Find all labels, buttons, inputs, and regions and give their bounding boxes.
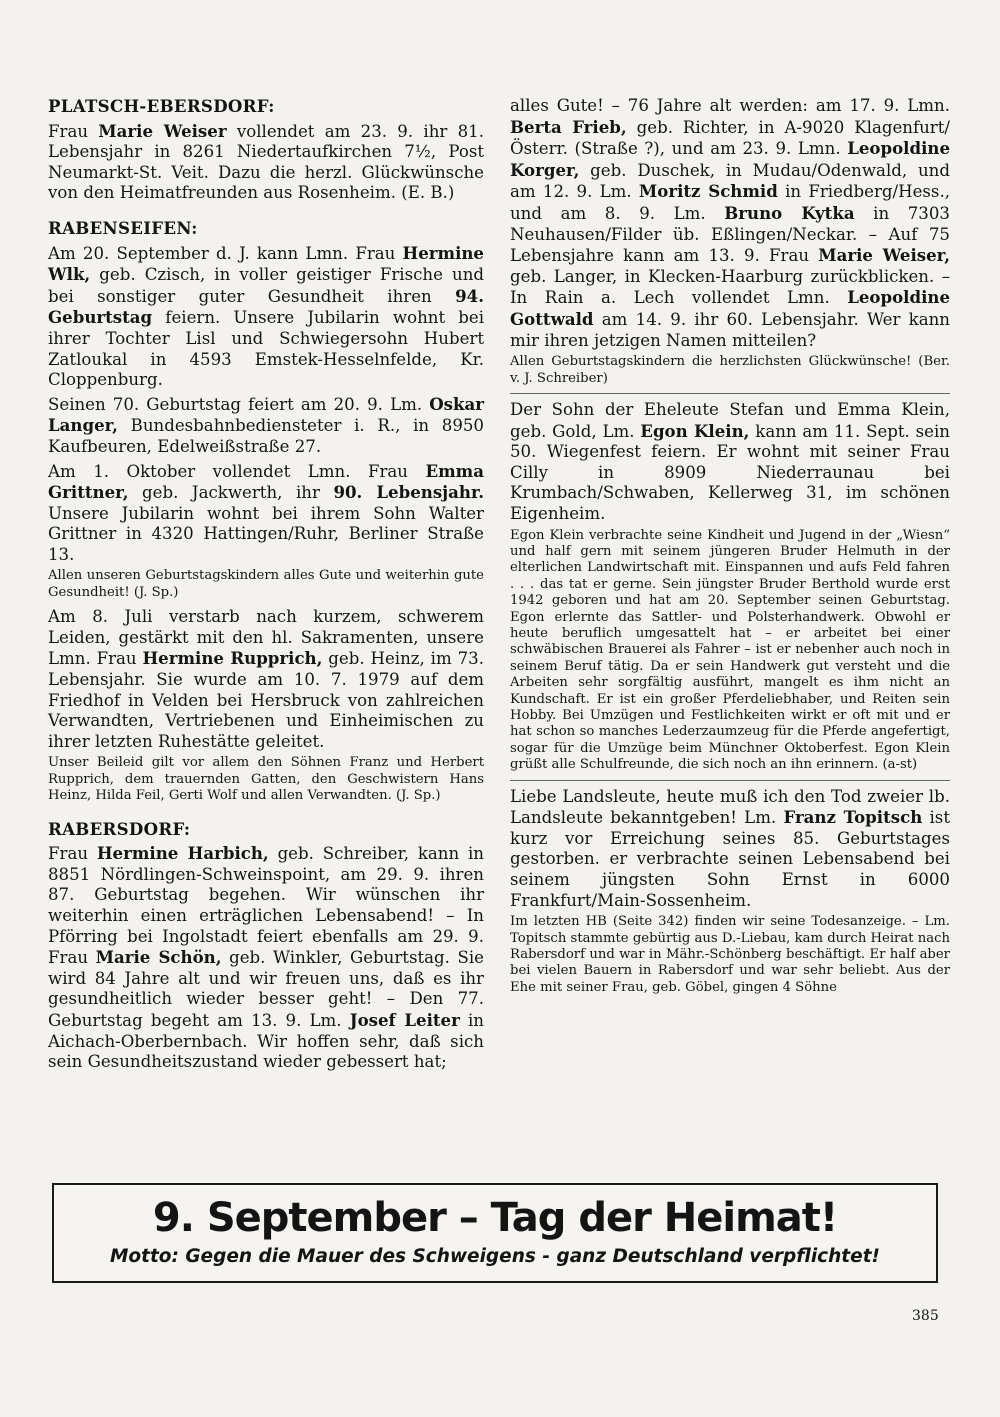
paragraph: alles Gute! – 76 Jahre alt werden: am 17. 9. Lmn. Berta Frieb, geb. Richter, in A-9020 Klagenfurt/Österr. (Straße ?), und am 23. 9. Lmn. Leopoldine Korger, geb. Duschek, in Mudau/Odenwald, und am 12. 9. Lm. Moritz Schmid in Friedberg/Hess., und am 8. 9. Lm. Bruno Kytka in 7303 Neuhausen/Filder üb. Eßlingen/Neckar. – Auf 75 Lebensjahre kann am 13. 9. Frau Marie Weiser, geb. Langer, in Klecken-Haarburg zurückblicken. – In Rain a. Lech vollendet Lmn. Leopoldine Gottwald am 14. 9. ihr 60. Lebensjahr. Wer kann mir ihren jetzigen Namen mitteilen? — [510, 96, 950, 350]
divider — [510, 780, 950, 781]
small-paragraph: Allen Geburtstagskindern die herzlichsten Glückwünsche! (Ber. v. J. Schreiber) — [510, 354, 950, 386]
bold-name: Leopoldine Gottwald — [510, 287, 950, 329]
bold-name: Berta Frieb, — [510, 116, 627, 137]
bold-name: Leopoldine Korger, — [510, 138, 950, 180]
small-paragraph: Egon Klein verbrachte seine Kindheit und Jugend in der „Wiesn“ und half gern mit seinem jüngeren Bruder Helmuth in der elterlichen Landwirtschaft mit. Einspannen und aufs Feld fahren . . . das tat er gerne. Sein jüngster Bruder Berthold wurde erst 1942 geboren und hat am 20. September seinen Geburtstag. Egon erlernte das Sattler- und Polsterhandwerk. Obwohl er heute beruflich umgesattelt hat – er arbeitet bei einer schwäbischen Brauerei als Fahrer – ist er nebenher auch noch in seinem Beruf tätig. Da er sein Handwerk gut versteht und die Arbeiten sehr sorgfältig ausführt, mangelt es ihm nicht an Kundschaft. Er ist ein großer Pferdeliebhaber, und Reiten sein Hobby. Bei Umzügen und Festlichkeiten wirkt er oft mit und er hat schon so manches Lederzaumzeug für die Pferde angefertigt, sogar für die Umzüge beim Münchner Oktoberfest. Egon Klein grüßt alle Schulfreunde, die sich noch an ihn erinnern. (a-st) — [510, 527, 950, 773]
paragraph: Frau Hermine Harbich, geb. Schreiber, kann in 8851 Nördlingen-Schweinspoint, am 29. 9. ihren 87. Geburtstag begehen. Wir wünschen ihr weiterhin einen erträglichen Lebensabend! – In Pförring bei Ingolstadt feiert ebenfalls am 29. 9. Frau Marie Schön, geb. Winkler, Geburtstag. Sie wird 84 Jahre alt und wir freuen uns, daß es ihr gesundheitlich wieder besser geht! – Den 77. Geburtstag begeht am 13. 9. Lm. Josef Leiter in Aichach-Oberbernbach. Wir hoffen sehr, daß sich sein Gesundheitszustand wieder gebessert hat; — [48, 843, 485, 1072]
bold-name: Hermine Wlk, — [48, 242, 484, 285]
bold-name: Franz Topitsch — [783, 807, 923, 828]
right-column — [510, 96, 950, 1002]
bold-name: Emma Grittner, — [48, 460, 484, 503]
bold-name: Oskar Langer, — [48, 393, 484, 436]
paragraph: Am 20. September d. J. kann Lmn. Frau Hermine Wlk, geb. Czisch, in voller geistiger Frische und bei sonstiger guter Gesundheit ihren 94. Geburtstag feiern. Unsere Jubilarin wohnt bei ihrer Tochter Lisl und Schwiegersohn Hubert Zatloukal in 4593 Emstek-Hesselnfelde, Kr. Cloppenburg. — [48, 242, 484, 390]
tag-der-heimat-banner — [52, 1183, 938, 1283]
bold-name: 94. Geburtstag — [48, 285, 484, 328]
paragraph: Seinen 70. Geburtstag feiert am 20. 9. Lm. Oskar Langer, Bundesbahnbediensteter i. R., in 8950 Kaufbeuren, Edelweißstraße 27. — [48, 393, 484, 456]
bold-name: Bruno Kytka — [724, 202, 855, 223]
divider — [510, 393, 950, 394]
left-column — [48, 96, 484, 1076]
small-paragraph: Allen unseren Geburtstagskindern alles Gute und weiterhin gute Gesundheit! (J. Sp.) — [48, 568, 484, 600]
bold-name: Josef Leiter — [349, 1010, 460, 1030]
bold-name: Egon Klein, — [640, 420, 750, 441]
bold-name: 90. Lebensjahr. — [333, 482, 484, 503]
bold-name: Marie Weiser, — [818, 245, 950, 266]
bold-name: Marie Schön, — [95, 947, 222, 968]
section-heading-rabenseifen: RABENSEIFEN: — [48, 217, 198, 238]
paragraph: Am 8. Juli verstarb nach kurzem, schwerem Leiden, gestärkt mit den hl. Sakramenten, unsere Lmn. Frau Hermine Rupprich, geb. Heinz, im 73. Lebensjahr. Sie wurde am 10. 7. 1979 auf dem Friedhof in Velden bei Hersbruck von zahlreichen Verwandten, Vertriebenen und Einheimischen zu ihrer letzten Ruhestätte geleitet. — [48, 607, 484, 751]
banner-motto: Motto: Gegen die Mauer des Schweigens - ganz Deutschland verpflichtet! — [110, 1246, 880, 1267]
small-paragraph: Unser Beileid gilt vor allem den Söhnen Franz und Herbert Rupprich, dem trauernden Gatten, den Geschwistern Hans Heinz, Hilda Feil, Gerti Wolf und allen Verwandten. (J. Sp.) — [48, 755, 484, 804]
paragraph: Liebe Landsleute, heute muß ich den Tod zweier lb. Landsleute bekanntgeben! Lm. Franz Topitsch ist kurz vor Erreichung seines 85. Geburtstages gestorben. er verbrachte seinen Lebensabend bei seinem jüngsten Sohn Ernst in 6000 Frankfurt/Main-Sossenheim. — [510, 786, 950, 910]
section-heading-rabersdorf: RABERSDORF: — [48, 818, 191, 839]
page-number: 385 — [912, 1308, 939, 1324]
bold-name: Hermine Rupprich, — [142, 648, 323, 669]
bold-name: Hermine Harbich, — [96, 843, 269, 864]
small-paragraph: Im letzten HB (Seite 342) finden wir seine Todesanzeige. – Lm. Topitsch stammte gebürtig aus D.-Liebau, kam durch Heirat nach Rabersdorf und war in Mähr.-Schönberg beschäftigt. Er half aber bei vielen Bauern in Rabersdorf und war sehr beliebt. Aus der Ehe mit seiner Frau, geb. Göbel, gingen 4 Söhne — [510, 914, 950, 995]
paragraph: Der Sohn der Eheleute Stefan und Emma Klein, geb. Gold, Lm. Egon Klein, kann am 11. Sept. sein 50. Wiegenfest feiern. Er wohnt mit seiner Frau Cilly in 8909 Niederraunau bei Krumbach/Schwaben, Kellerweg 31, im schönen Eigenheim. — [510, 399, 950, 523]
paragraph: Frau Marie Weiser vollendet am 23. 9. ihr 81. Lebensjahr in 8261 Niedertaufkirchen 7½, Post Neumarkt-St. Veit. Dazu die herzl. Glückwünsche von den Heimatfreunden aus Rosenheim. (E. B.) — [48, 120, 484, 203]
banner-title: 9. September – Tag der Heimat! — [152, 1195, 838, 1241]
bold-name: Moritz Schmid — [638, 181, 778, 202]
paragraph: Am 1. Oktober vollendet Lmn. Frau Emma Grittner, geb. Jackwerth, ihr 90. Lebensjahr. Unsere Jubilarin wohnt bei ihrem Sohn Walter Grittner in 4320 Hattingen/Ruhr, Berliner Straße 13. — [48, 460, 484, 564]
bold-name: Marie Weiser — [98, 120, 227, 141]
section-heading-platsch-ebersdorf: PLATSCH-EBERSDORF: — [48, 96, 275, 116]
